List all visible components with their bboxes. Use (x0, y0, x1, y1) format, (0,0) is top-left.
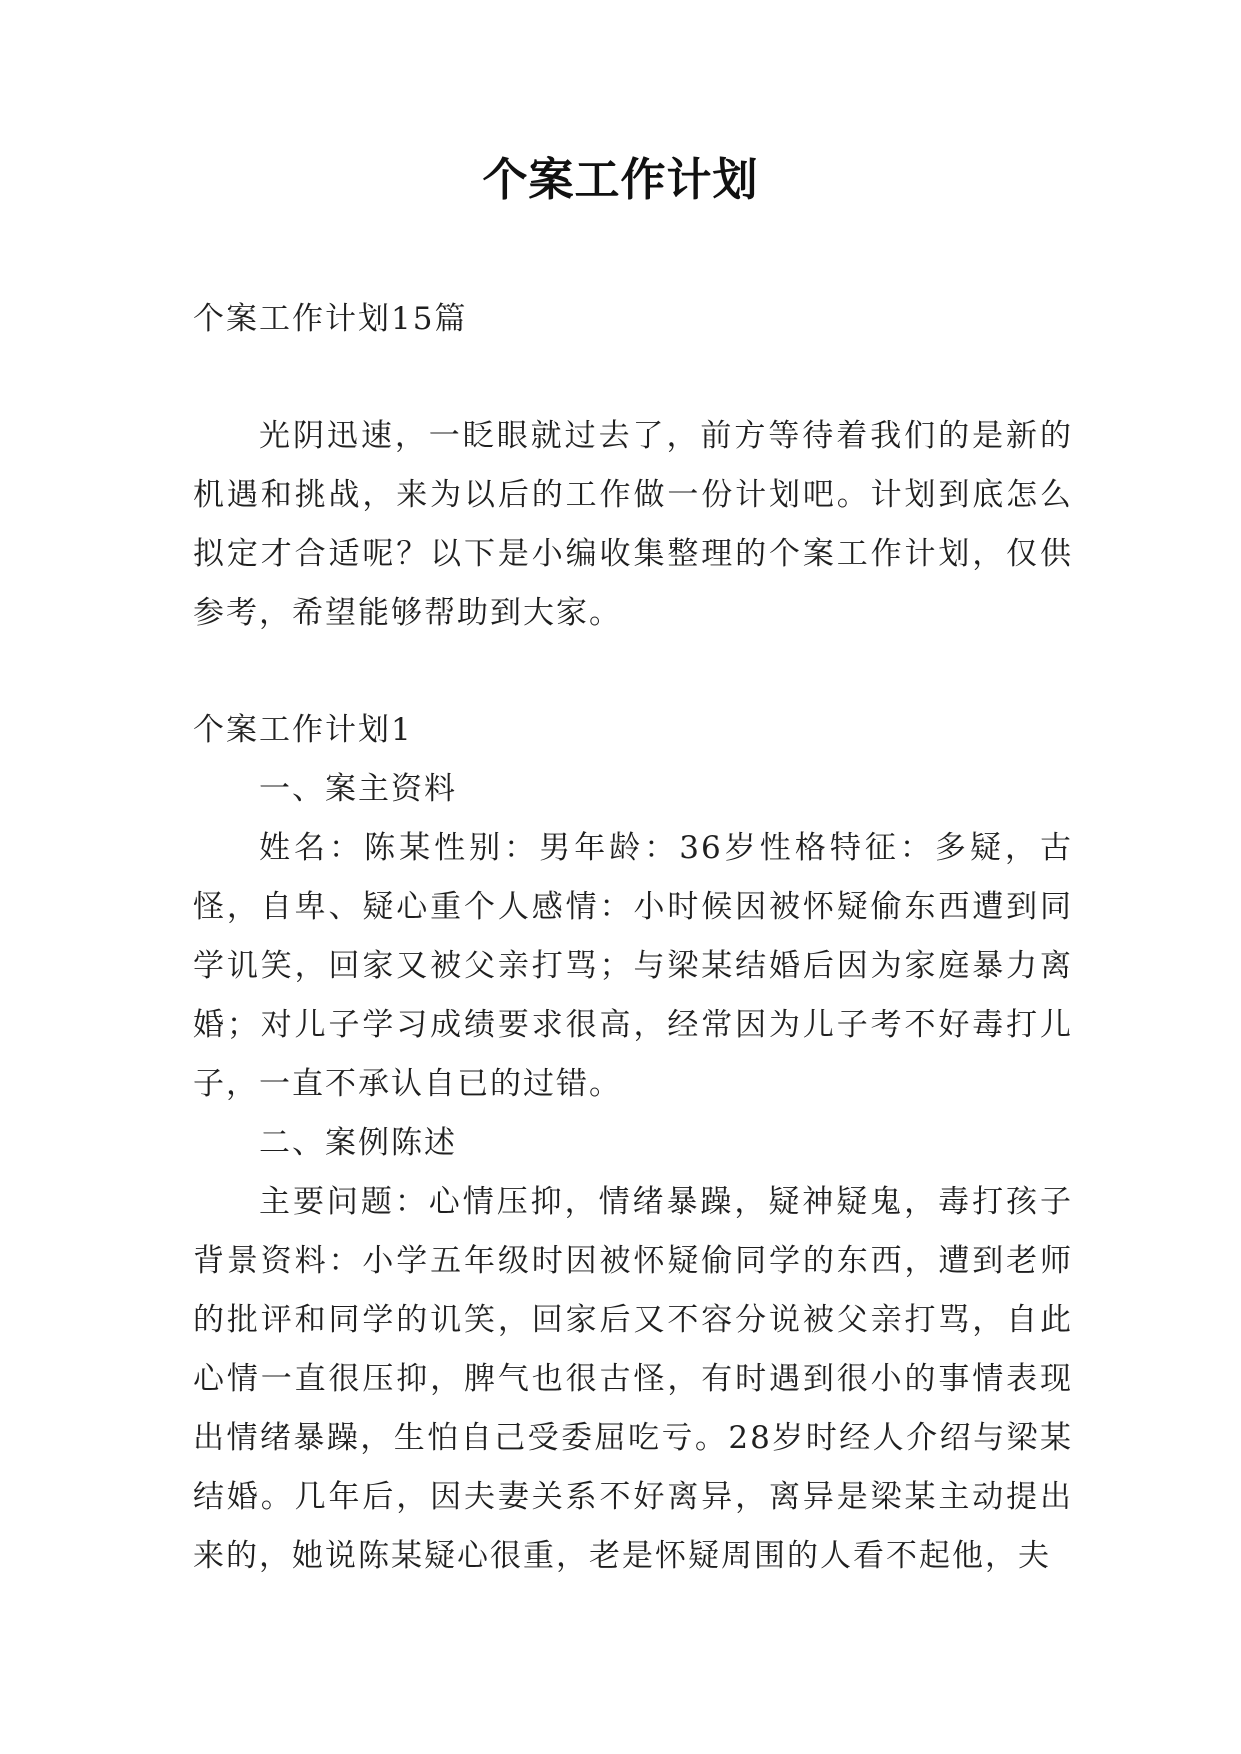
plan-heading: 个案工作计划1 (193, 712, 413, 748)
page-title: 个案工作计划 (482, 153, 759, 206)
document-subtitle: 个案工作计划15篇 (193, 301, 468, 337)
intro-paragraph: 光阴迅速，一眨眼就过去了，前方等待着我们的是新的机遇和挑战，来为以后的工作做一份计划吧。计划到底怎么拟定才合适呢？以下是小编收集整理的个案工作计划，仅供参考，希望能够帮助到大家。 (193, 418, 1073, 631)
document-body (193, 290, 1073, 1586)
case-statement-paragraph: 主要问题：心情压抑，情绪暴躁，疑神疑鬼，毒打孩子背景资料：小学五年级时因被怀疑偷同学的东西，遭到老师的批评和同学的讥笑，回家后又不容分说被父亲打骂，自此心情一直很压抑，脾气也很古怪，有时遇到很小的事情表现出情绪暴躁，生怕自己受委屈吃亏。28岁时经人介绍与梁某结婚。几年后，因夫妻关系不好离异，离异是梁某主动提出来的，她说陈某疑心很重，老是怀疑周围的人看不起他，夫 (193, 1184, 1073, 1574)
section-heading-case-statement: 二、案例陈述 (259, 1125, 457, 1161)
case-info-paragraph: 姓名：陈某性别：男年龄：36岁性格特征：多疑，古怪，自卑、疑心重个人感情：小时候因被怀疑偷东西遭到同学讥笑，回家又被父亲打骂；与梁某结婚后因为家庭暴力离婚；对儿子学习成绩要求很高，经常因为儿子考不好毒打儿子，一直不承认自已的过错。 (193, 830, 1073, 1102)
section-heading-case-info: 一、案主资料 (259, 771, 457, 807)
